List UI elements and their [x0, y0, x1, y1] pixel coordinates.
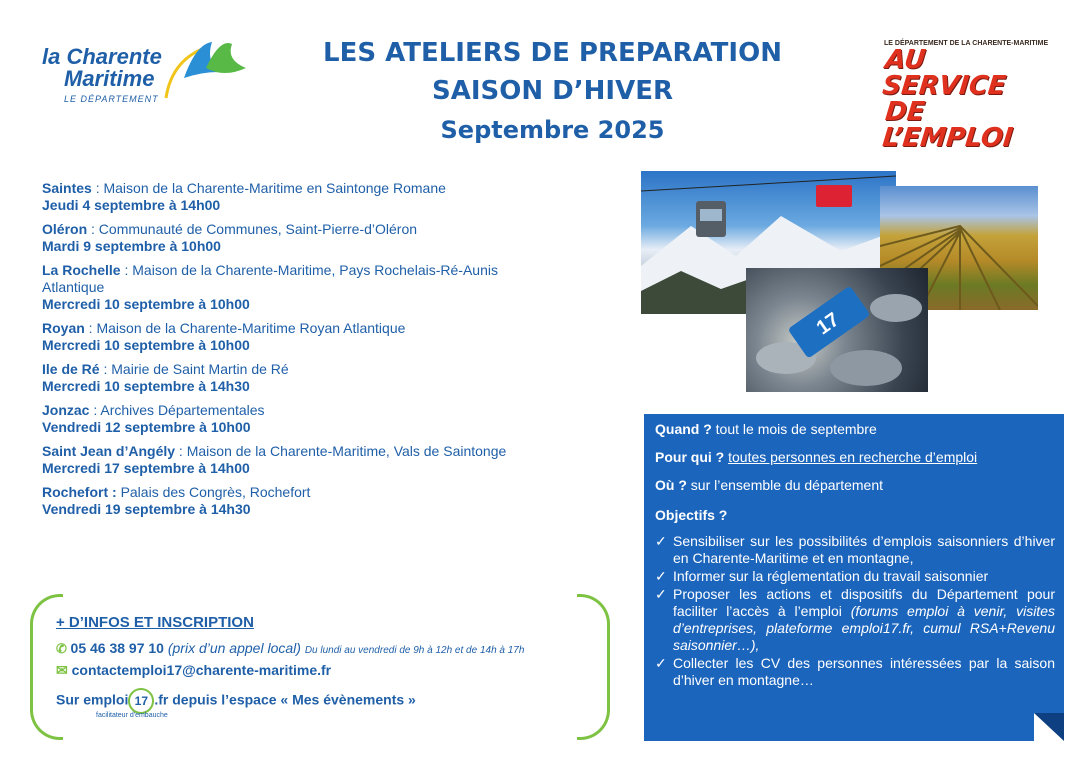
email-address: contactemploi17@charente-maritime.fr [71, 662, 332, 678]
svg-text:17: 17 [812, 308, 844, 340]
contact-email[interactable] [56, 662, 331, 679]
phone-note: (prix d’un appel local) [163, 640, 305, 656]
objective-text: Proposer les actions et dispositifs du Département pour faciliter l’accès à l’emploi [673, 586, 1055, 619]
objective-text-italic: (forums emploi à venir, visites d’entreprises, plateforme emploi17.fr, cumul RSA+Revenu saisonnier…), [673, 603, 1055, 653]
info-pourqui [655, 449, 1055, 466]
session-city: Royan [42, 320, 85, 336]
mail-icon: ✉ [56, 662, 68, 678]
check-icon: ✓ [655, 568, 667, 584]
objectives-list [655, 533, 1055, 690]
session-city: Saint Jean d’Angély [42, 443, 176, 459]
contact-block [30, 594, 610, 739]
session-item [42, 402, 602, 436]
session-date: Mardi 9 septembre à 10h00 [42, 238, 221, 254]
session-date: Jeudi 4 septembre à 14h00 [42, 197, 221, 213]
info-box [644, 414, 1064, 741]
session-date: Vendredi 12 septembre à 10h00 [42, 419, 251, 435]
session-date: Mercredi 10 septembre à 14h30 [42, 378, 250, 394]
info-quand [655, 421, 1055, 438]
subtitle: Septembre 2025 [440, 116, 665, 144]
ou-value: sur l’ensemble du département [686, 477, 883, 493]
title-line1: LES ATELIERS DE PREPARATION [323, 38, 782, 68]
page-fold-corner [1034, 713, 1064, 741]
badge-small-text: LE DÉPARTEMENT DE LA CHARENTE-MARITIME [884, 40, 1049, 47]
logo-line2: Maritime [64, 66, 155, 91]
session-sep: : [89, 402, 101, 418]
phone-icon: ✆ [56, 641, 67, 656]
session-sep: : [84, 320, 97, 336]
oysters-photo [746, 268, 928, 392]
session-place: Mairie de Saint Martin de Ré [111, 361, 289, 377]
session-place: Palais des Congrès, Rochefort [120, 484, 311, 500]
session-place: Maison de la Charente-Maritime Royan Atlantique [96, 320, 406, 336]
session-place: Maison de la Charente-Maritime en Saintonge Romane [103, 180, 446, 196]
session-date: Vendredi 19 septembre à 14h30 [42, 501, 251, 517]
contact-phone[interactable] [56, 640, 524, 657]
session-city: Saintes [42, 180, 92, 196]
session-city: Ile de Ré [42, 361, 100, 377]
session-sep: : [99, 361, 112, 377]
session-sep: : [175, 443, 187, 459]
session-sep: : [87, 221, 99, 237]
session-date: Mercredi 10 septembre à 10h00 [42, 337, 250, 353]
contact-heading: + D’INFOS ET INSCRIPTION [56, 614, 254, 631]
emploi17-tagline: facilitateur d'embauche [96, 712, 168, 719]
au-service-emploi-badge [881, 40, 1049, 153]
objective-text: Sensibiliser sur les possibilités d’emplois saisonniers d’hiver en Charente-Maritime et en montagne, [673, 533, 1055, 566]
session-city: Jonzac [42, 402, 90, 418]
session-city: Oléron [42, 221, 88, 237]
web-prefix: Sur [56, 691, 84, 708]
info-ou [655, 477, 1055, 494]
session-place: Maison de la Charente-Maritime, Pays Rochelais-Ré-Aunis Atlantique [42, 262, 498, 295]
emploi17-logo-circle: 17 [128, 688, 154, 714]
session-item [42, 484, 602, 518]
check-icon: ✓ [655, 533, 667, 549]
session-place: Archives Départementales [100, 402, 265, 418]
logo-line3: LE DÉPARTEMENT [64, 94, 159, 104]
quand-value: tout le mois de septembre [711, 421, 877, 437]
session-sep: : [91, 180, 104, 196]
bird-logo-icon [162, 38, 252, 102]
session-item [42, 221, 602, 255]
check-icon: ✓ [655, 586, 667, 602]
objectifs-label: Objectifs ? [655, 507, 728, 523]
session-date: Mercredi 17 septembre à 14h00 [42, 460, 250, 476]
title-line2: SAISON D’HIVER [432, 76, 673, 106]
session-city: La Rochelle [42, 262, 121, 278]
pourqui-value: toutes personnes en recherche d’emploi [728, 449, 978, 465]
objective-item [655, 655, 1055, 689]
contact-website[interactable] [56, 688, 416, 714]
sessions-list [42, 180, 602, 525]
phone-number: 05 46 38 97 10 [70, 640, 164, 656]
session-date: Mercredi 10 septembre à 10h00 [42, 296, 250, 312]
session-item [42, 361, 602, 395]
pourqui-label: Pour qui ? [655, 449, 725, 465]
session-sep: : [120, 262, 133, 278]
objective-text: Collecter les CV des personnes intéressées par la saison d’hiver en montagne… [673, 655, 1055, 688]
web-suffix: .fr depuis l’espace « Mes évènements » [154, 691, 416, 708]
objective-item [655, 533, 1055, 567]
session-place: Maison de la Charente-Maritime, Vals de Saintonge [186, 443, 507, 459]
session-item [42, 180, 602, 214]
objective-item [655, 568, 1055, 585]
session-item [42, 320, 602, 354]
charente-maritime-logo [42, 38, 262, 108]
phone-hours: Du lundi au vendredi de 9h à 12h et de 14h à 17h [304, 645, 525, 656]
green-bracket-right [577, 594, 610, 740]
emploi17-logo-text: emploi [83, 691, 129, 708]
ou-label: Où ? [655, 477, 687, 493]
badge-line2: DE L’EMPLOI [881, 97, 1015, 153]
session-city: Rochefort : [42, 484, 117, 500]
badge-line1: AU SERVICE [881, 45, 1008, 101]
info-objectifs [655, 507, 1055, 524]
check-icon: ✓ [655, 655, 667, 671]
logo-line1: la Charente [42, 44, 162, 69]
session-item [42, 262, 532, 313]
session-place: Communauté de Communes, Saint-Pierre-d’Oléron [98, 221, 418, 237]
objective-text: Informer sur la réglementation du travail saisonnier [673, 568, 989, 584]
objective-item [655, 586, 1055, 654]
quand-label: Quand ? [655, 421, 712, 437]
session-item [42, 443, 602, 477]
